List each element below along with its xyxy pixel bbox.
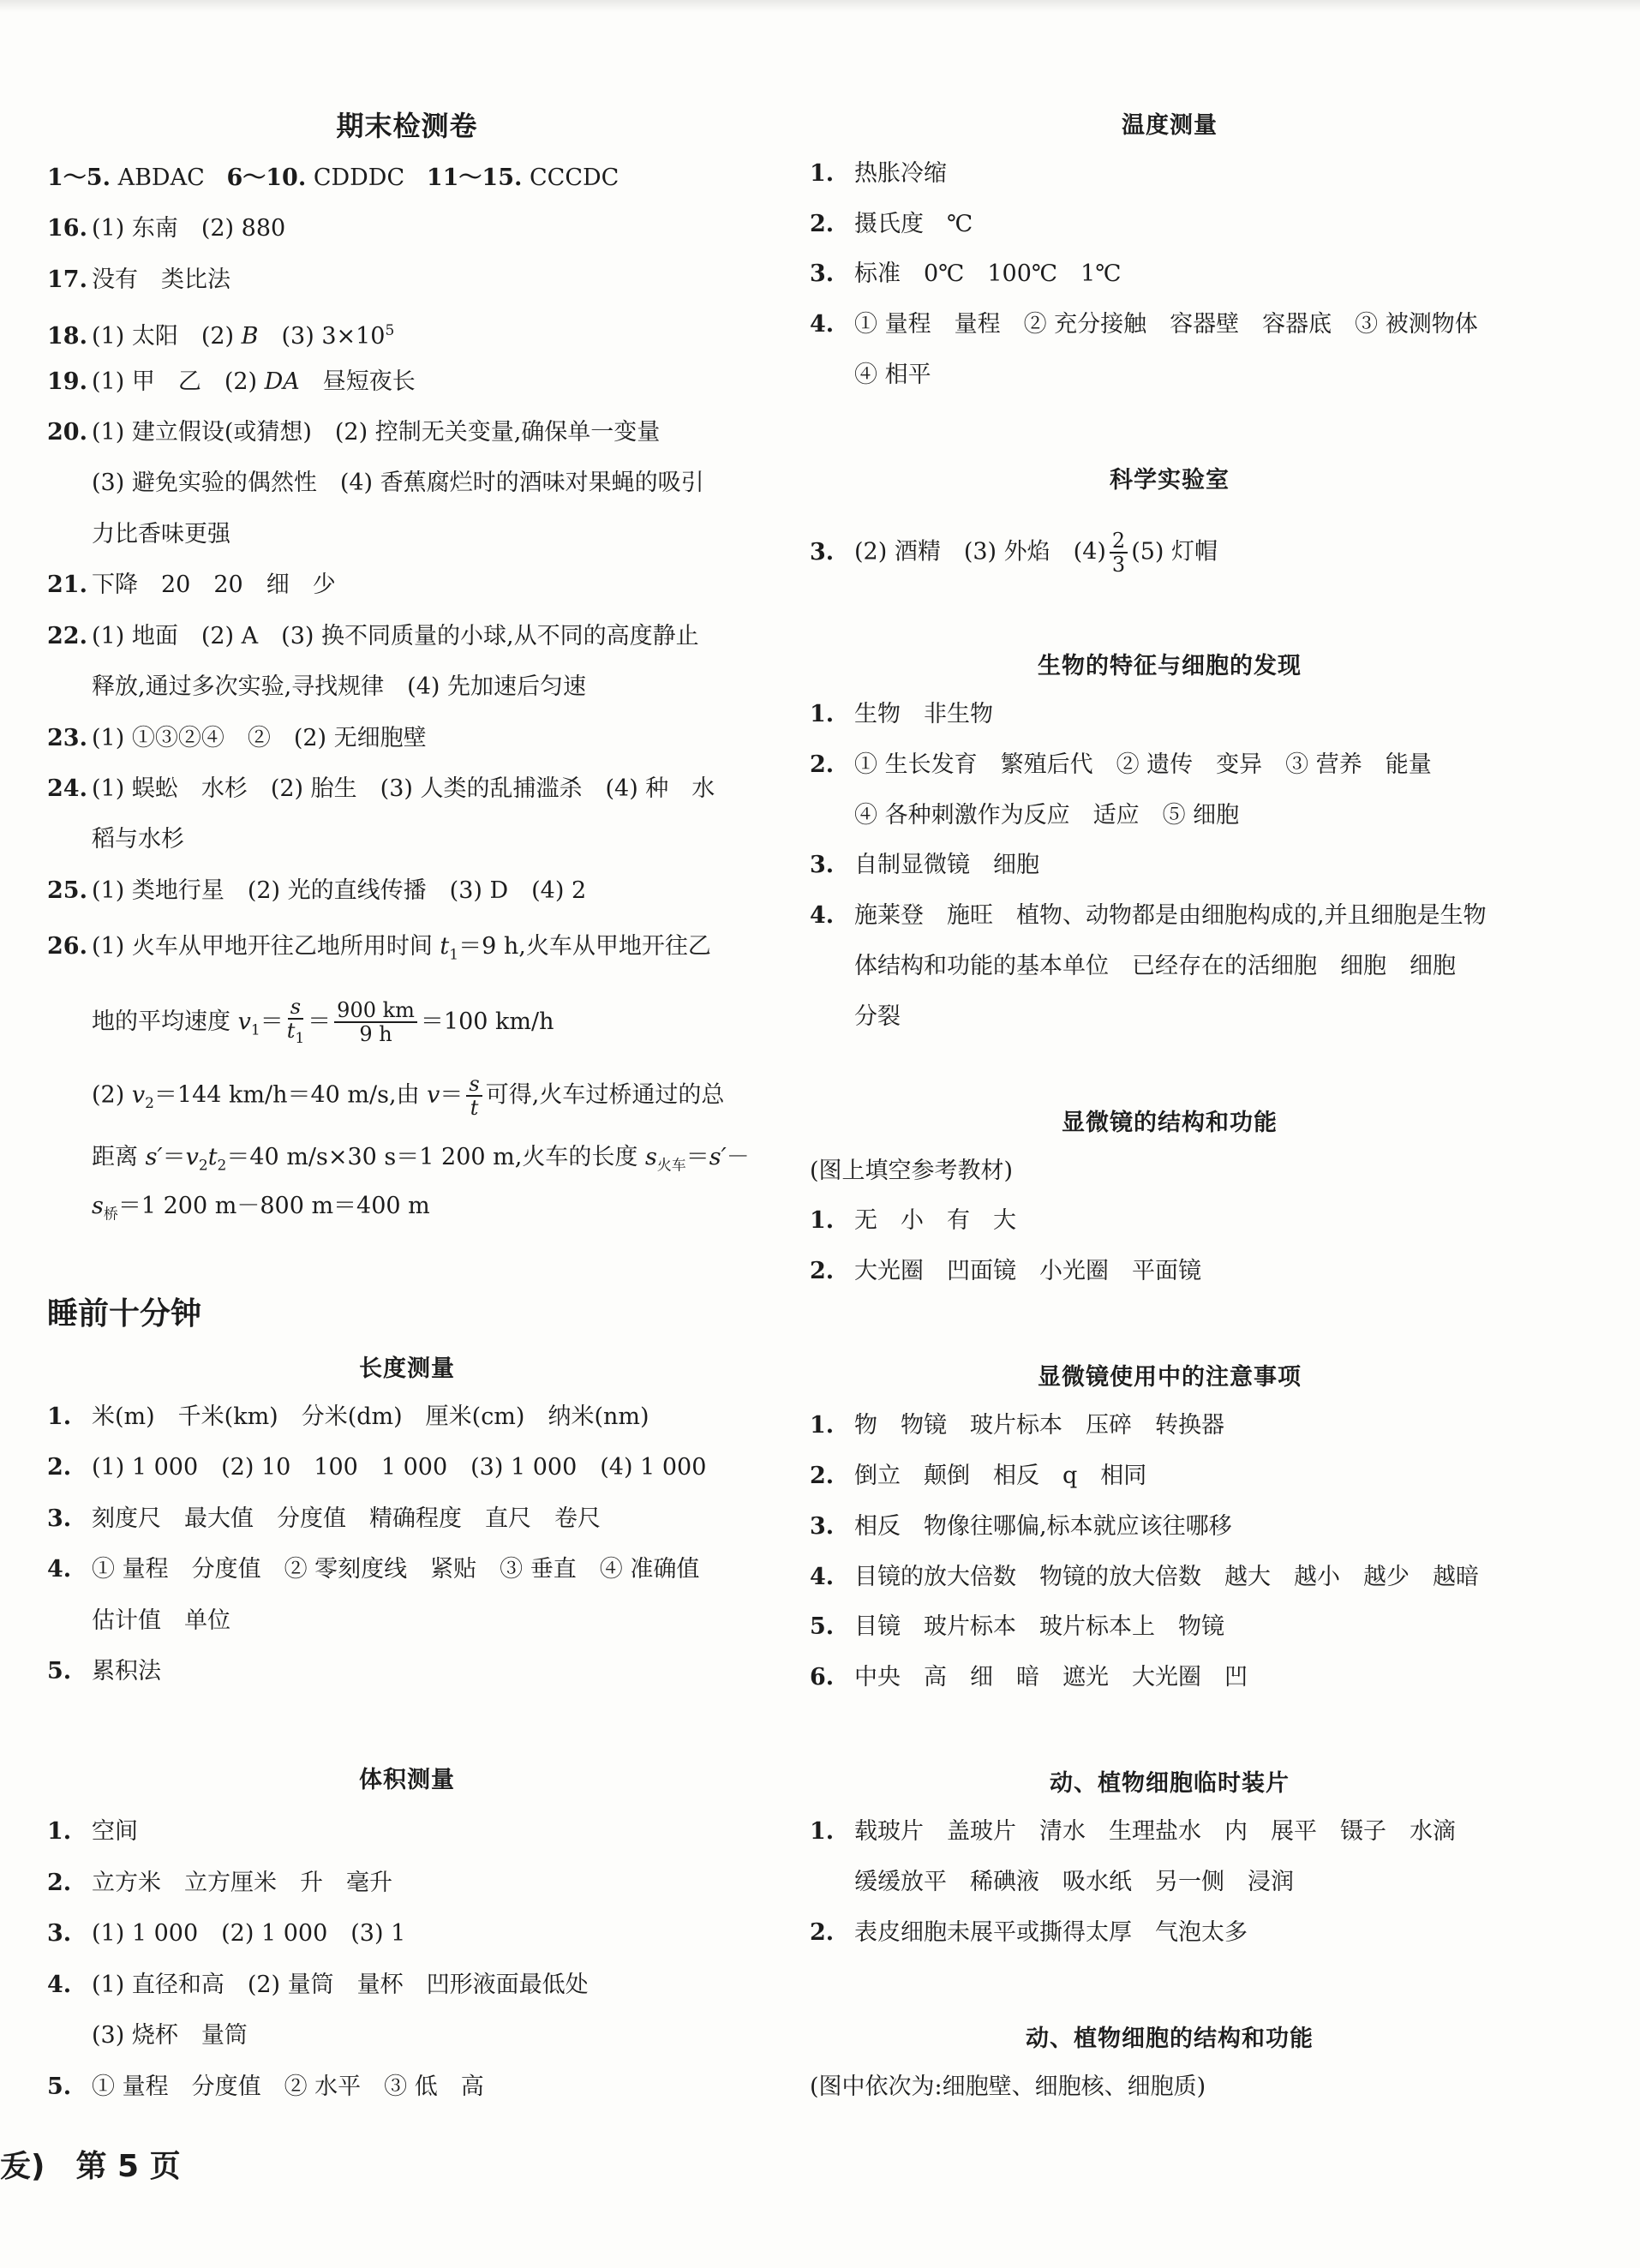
numerator: 900 km [334,999,417,1023]
answer-text: DA [264,368,300,395]
answer-text: ＝ [260,1008,284,1035]
math-sub: 2 [198,1157,208,1175]
range-label: 6～10. [226,165,307,191]
slides-answer-2 [810,1918,1248,1948]
volume-answer-2 [47,1868,392,1899]
bio-answer-2-line-2: ④ 各种刺激作为反应 适应 ⑤ 细胞 [854,802,1240,829]
answer-text: 载玻片 盖玻片 清水 生理盐水 内 展平 镊子 水滴 [854,1818,1456,1845]
answer-text: ① 量程 分度值 ② 零刻度线 紧贴 ③ 垂直 ④ 准确值 [92,1556,700,1583]
question-number: 2. [810,1258,835,1284]
answer-20-line-2: (3) 避免实验的偶然性 (4) 香蕉腐烂时的酒味对果蝇的吸引 [92,470,704,496]
math-var: s [92,1193,104,1219]
math-sub: 火车 [656,1157,686,1175]
answer-text: ① 生长发育 繁殖后代 ② 遗传 变异 ③ 营养 能量 [854,751,1432,778]
answer-text: ＝ [162,1144,186,1170]
question-number: 3. [810,852,835,878]
question-number: 5. [47,1658,72,1685]
answer-text: ＝ [308,1008,332,1035]
length-answer-1 [47,1402,649,1433]
numerator: s [466,1073,482,1097]
usage-answer-4 [810,1562,1479,1593]
answer-22-line-2: 释放,通过多次实验,寻找规律 (4) 先加速后匀速 [92,673,586,700]
microscope-answer-1 [810,1206,1016,1236]
answer-text: 自制显微镜 细胞 [854,852,1039,878]
length-answer-2 [47,1452,706,1483]
volume-answer-5 [47,2072,484,2103]
answer-22 [47,621,699,652]
question-number: 25. [47,877,87,904]
answer-text: (1) 建立假设(或猜想) (2) 控制无关变量,确保单一变量 [92,419,661,446]
answer-text: (1) 火车从甲地开往乙地所用时间 [92,933,440,960]
question-number: 20. [47,419,87,446]
math-sub: 2 [145,1094,154,1112]
volume-answer-4-line-2: (3) 烧杯 量筒 [92,2022,248,2049]
numerator: 2 [1110,530,1128,554]
question-number: 1. [810,160,835,187]
cells-title: 动、植物细胞的结构和功能 [1026,2026,1314,2052]
answer-text: ＝9 h,火车从甲地开往乙 [458,933,711,960]
answer-text: B [241,323,259,350]
range-label: 11～15. [426,165,523,191]
answer-26 [47,931,711,970]
answer-text: 下降 20 20 细 少 [92,571,336,598]
answer-text: (1) 直径和高 (2) 量筒 量杯 凹形液面最低处 [92,1972,589,1998]
answer-text: 米(m) 千米(km) 分米(dm) 厘米(cm) 纳米(nm) [92,1403,649,1430]
question-number: 1. [810,1207,835,1234]
math-var: v [237,1008,251,1035]
answer-text: ＝100 km/h [420,1008,554,1035]
math-sub: 桥 [103,1206,118,1224]
answer-text: 相反 物像往哪偏,标本就应该往哪移 [854,1513,1232,1540]
slides-answer-1 [810,1816,1456,1847]
question-number: 4. [47,1972,72,1998]
page-top-edge [0,0,1640,12]
answer-text: 刻度尺 最大值 分度值 精确程度 直尺 卷尺 [92,1505,601,1532]
answer-text: 空间 [92,1818,138,1845]
question-number: 2. [47,1454,72,1481]
question-number: 2. [810,211,835,237]
question-number: 4. [47,1556,72,1583]
answer-text: 中央 高 细 暗 遮光 大光圈 凹 [854,1664,1248,1691]
answer-25 [47,876,586,907]
usage-answer-1 [810,1410,1224,1441]
answer-text: (1) ①③②④ ② (2) 无细胞壁 [92,725,427,751]
answers: CCCDC [530,165,619,191]
math-sub: 1 [250,1021,260,1039]
question-number: 18. [47,323,87,350]
answer-text: 倒立 颠倒 相反 q 相同 [854,1463,1147,1489]
answer-text: 大光圈 凹面镜 小光圈 平面镜 [854,1258,1201,1284]
volume-answer-3 [47,1918,405,1949]
volume-answer-1 [47,1816,138,1847]
length-answer-4-line-2: 估计值 单位 [92,1607,230,1634]
fraction [466,1073,482,1119]
answer-text: (1) 地面 (2) A (3) 换不同质量的小球,从不同的高度静止 [92,623,699,649]
temperature-answer-1 [810,159,947,189]
question-number: 2. [810,1919,835,1946]
answer-text: (1) 太阳 (2) [92,323,242,350]
answer-text: 可得,火车过桥通过的总 [485,1081,725,1109]
bio-answer-4-line-3: 分裂 [854,1003,901,1030]
answer-text: 热胀冷缩 [854,160,947,187]
answer-text: (2) 酒精 (3) 外焰 (4) [854,538,1106,566]
answer-text: 目镜 玻片标本 玻片标本上 物镜 [854,1613,1224,1640]
question-number: 21. [47,571,87,598]
question-number: 3. [810,538,835,566]
question-number: 4. [810,1564,835,1590]
answer-text: (1) 蜈蚣 水杉 (2) 胎生 (3) 人类的乱捕滥杀 (4) 种 水 [92,775,715,802]
bio-answer-4-line-2: 体结构和功能的基本单位 已经存在的活细胞 细胞 细胞 [854,953,1456,979]
question-number: 1. [47,1818,72,1845]
question-number: 22. [47,623,87,649]
question-number: 2. [810,751,835,778]
question-number: 6. [810,1664,835,1691]
bio-answer-1 [810,699,993,730]
answers: CDDDC [313,165,405,191]
answer-26-line-3 [92,1073,724,1119]
lab-answer-3 [810,530,1218,576]
question-number: 3. [47,1920,72,1947]
question-number: 2. [810,1463,835,1489]
bio-answer-2 [810,750,1432,781]
answer-text: (5) 灯帽 [1131,538,1218,566]
math-var: s′ [145,1144,163,1170]
denominator: t [470,1096,479,1120]
bio-title: 生物的特征与细胞的发现 [1038,653,1302,679]
answer-text: 生物 非生物 [854,701,993,727]
numerator: s [288,996,303,1020]
answer-26-line-4 [92,1142,750,1181]
usage-answer-2 [810,1461,1146,1492]
math-sub: 2 [217,1157,227,1175]
math-var: v [185,1144,199,1170]
fraction [1110,530,1128,576]
answer-text: 距离 [92,1144,146,1170]
question-number: 1. [810,1818,835,1845]
usage-answer-5 [810,1612,1224,1643]
answer-18 [47,315,394,352]
math-var: t [440,933,450,960]
answer-text: ＝40 m/s×30 s＝1 200 m,火车的长度 [226,1144,645,1170]
answer-text: (1) 类地行星 (2) 光的直线传播 (3) D (4) 2 [92,877,587,904]
slides-title: 动、植物细胞临时装片 [1050,1770,1290,1797]
math-var: t [207,1144,218,1170]
question-number: 24. [47,775,87,802]
answer-text: ＝1 200 m－800 m＝400 m [117,1193,430,1219]
temperature-answer-3 [810,259,1122,290]
answer-17 [47,265,230,296]
answer-text: 立方米 立方厘米 升 毫升 [92,1870,392,1896]
answer-text: － [726,1144,750,1170]
temperature-answer-2 [810,209,973,240]
answer-text: (1) 甲 乙 (2) [92,368,265,395]
question-number: 5. [810,1613,835,1640]
answer-text: 目镜的放大倍数 物镜的放大倍数 越大 越小 越少 越暗 [854,1564,1479,1590]
exponent: 5 [385,322,395,339]
answer-text: 标准 0℃ 100℃ 1℃ [854,260,1122,287]
question-number: 3. [810,1513,835,1540]
question-number: 1. [810,1412,835,1439]
section-heading: 睡前十分钟 [47,1296,202,1331]
answer-23 [47,723,427,754]
question-number: 1. [810,701,835,727]
bio-answer-3 [810,850,1039,881]
answer-text: 没有 类比法 [92,266,230,293]
question-number: 4. [810,311,835,338]
usage-answer-6 [810,1662,1248,1693]
answer-text: ① 量程 量程 ② 充分接触 容器壁 容器底 ③ 被测物体 [854,311,1478,338]
temperature-answer-4 [810,309,1478,340]
answer-text: (3) 3×10 [258,323,386,350]
answer-text: 表皮细胞未展平或撕得太厚 气泡太多 [854,1919,1248,1946]
question-number: 16. [47,215,87,242]
question-number: 3. [47,1505,72,1532]
lab-title: 科学实验室 [1110,467,1230,494]
answer-text: 无 小 有 大 [854,1207,1016,1234]
math-var: v [427,1081,440,1109]
math-var: v [131,1081,146,1109]
answer-text: (1) 1 000 (2) 10 100 1 000 (3) 1 000 (4) 1 000 [92,1454,707,1481]
answer-19 [47,367,416,398]
question-number: 5. [47,2074,72,2100]
denominator [287,1020,304,1050]
fraction [287,996,304,1050]
answers: ABDAC [117,165,205,191]
answer-text: 地的平均速度 [92,1008,238,1035]
answer-text: ＝ [685,1144,709,1170]
question-number: 23. [47,725,87,751]
answer-text: (2) [92,1081,132,1109]
question-number: 19. [47,368,87,395]
fraction [334,999,417,1045]
question-number: 1. [47,1403,72,1430]
answer-text: ① 量程 分度值 ② 水平 ③ 低 高 [92,2074,484,2100]
temperature-answer-4-line-2: ④ 相平 [854,362,931,388]
length-answer-4 [47,1554,699,1585]
answer-line-1-15 [47,163,619,194]
microscope-answer-2 [810,1256,1201,1287]
slides-answer-1-line-2: 缓缓放平 稀碘液 吸水纸 另一侧 浸润 [854,1869,1294,1895]
answer-text: (1) 东南 (2) 880 [92,215,286,242]
usage-title: 显微镜使用中的注意事项 [1038,1364,1302,1391]
answer-20-line-3: 力比香味更强 [92,521,230,548]
answer-text: 摄氏度 ℃ [854,211,973,237]
answer-26-line-2 [92,996,554,1050]
answer-text: (1) 1 000 (2) 1 000 (3) 1 [92,1920,406,1947]
bio-answer-4 [810,901,1487,931]
answer-text: 昼短夜长 [299,368,416,395]
volume-title: 体积测量 [359,1767,455,1793]
math-sub: 1 [449,946,459,964]
answer-text: 累积法 [92,1658,161,1685]
length-answer-3 [47,1504,601,1535]
denominator: 9 h [359,1022,392,1047]
answer-16 [47,213,285,244]
microscope-note: (图上填空参考教材) [810,1158,1014,1184]
temperature-title: 温度测量 [1122,112,1218,139]
answer-20 [47,417,660,448]
page-footer: 叐) 第 5 页 [0,2149,181,2184]
answer-24-line-2: 稻与水杉 [92,826,184,853]
question-number: 4. [810,902,835,929]
math-sub: 1 [295,1029,305,1047]
math-var: s [644,1144,657,1170]
cells-note: (图中依次为:细胞壁、细胞核、细胞质) [810,2074,1206,2100]
question-number: 26. [47,933,87,960]
question-number: 17. [47,266,87,293]
answer-text: ＝144 km/h＝40 m/s,由 [153,1081,428,1109]
answer-text: 物 物镜 玻片标本 压碎 转换器 [854,1412,1224,1439]
length-answer-5 [47,1656,161,1687]
answer-text: ＝ [440,1081,464,1109]
answer-text: 施莱登 施旺 植物、动物都是由细胞构成的,并且细胞是生物 [854,902,1487,929]
answer-21 [47,570,336,601]
question-number: 2. [47,1870,72,1896]
usage-answer-3 [810,1511,1232,1542]
volume-answer-4 [47,1970,589,2001]
denominator: 3 [1111,553,1126,577]
length-title: 长度测量 [359,1355,455,1382]
question-number: 3. [810,260,835,287]
microscope-title: 显微镜的结构和功能 [1062,1110,1278,1136]
final-exam-title: 期末检测卷 [336,110,478,142]
math-var: t [286,1019,296,1043]
answer-26-line-5 [92,1191,430,1230]
range-label: 1～5. [47,165,111,191]
math-var: s′ [709,1144,727,1170]
answer-24 [47,774,715,805]
